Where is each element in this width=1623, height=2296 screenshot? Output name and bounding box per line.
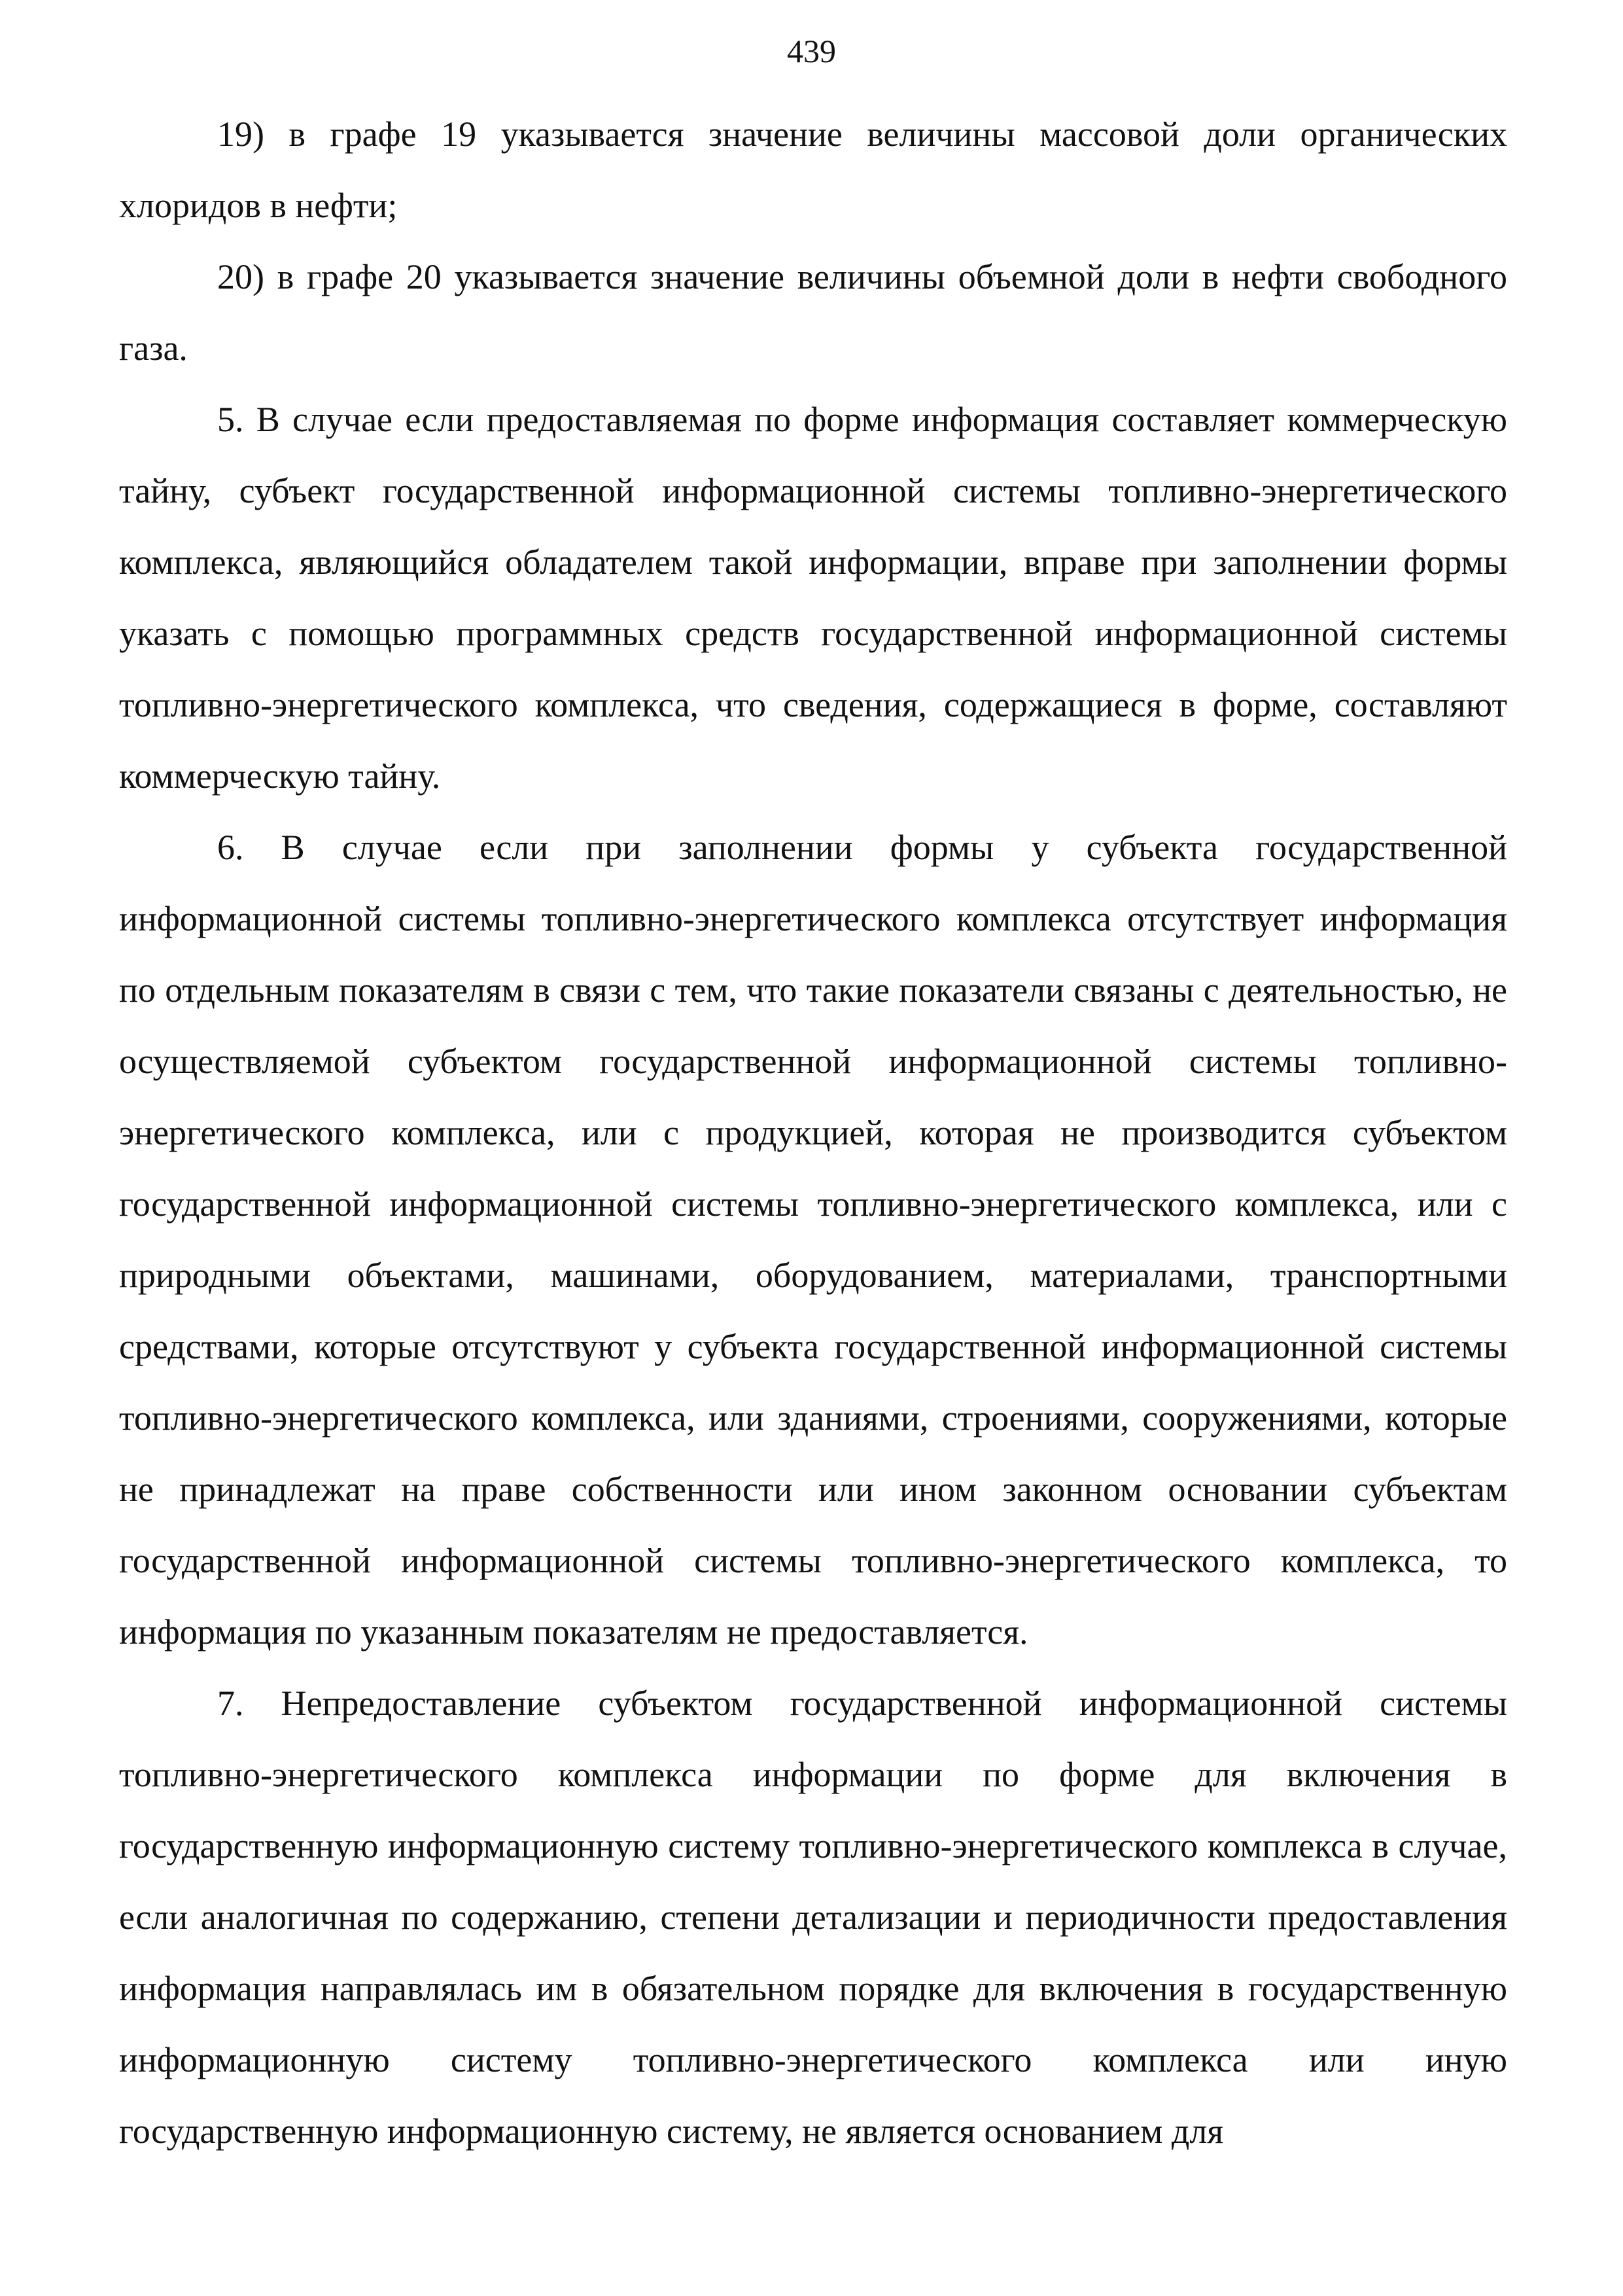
paragraph-section-5: 5. В случае если предоставляемая по форме информация составляет коммерческую тайну, субъект государственной информационной системы топливно-энергетического комплекса, являющийся обладателем такой информации, вправе при заполнении формы указать с помощью программных средств государственной информационной системы топливно-энергетического комплекса, что сведения, содержащиеся в форме, составляют коммерческую тайну.	[119, 400, 1507, 796]
paragraph-section-7: 7. Непредоставление субъектом государственной информационной системы топливно-энергетического комплекса информации по форме для включения в государственную информационную систему топливно-энергетического комплекса в случае, если аналогичная по содержанию, степени детализации и периодичности предоставления информация направлялась им в обязательном порядке для включения в государственную информационную систему топливно-энергетического комплекса или иную государственную информационную систему, не является основанием для	[119, 1684, 1507, 2151]
paragraph-item-20: 20) в графе 20 указывается значение величины объемной доли в нефти свободного газа.	[119, 257, 1507, 368]
page-number: 439	[787, 33, 836, 69]
paragraph-item-19: 19) в графе 19 указывается значение величины массовой доли органических хлоридов в нефти;	[119, 115, 1507, 225]
paragraph-section-6: 6. В случае если при заполнении формы у субъекта государственной информационной системы топливно-энергетического комплекса отсутствует информация по отдельным показателям в связи с тем, что такие показатели связаны с деятельностью, не осуществляемой субъектом государственной информационной системы топливно-энергетического комплекса, или с продукцией, которая не производится субъектом государственной информационной системы топливно-энергетического комплекса, или с природными объектами, машинами, оборудованием, материалами, транспортными средствами, которые отсутствуют у субъекта государственной информационной системы топливно-энергетического комплекса, или зданиями, строениями, сооружениями, которые не принадлежат на праве собственности или ином законном основании субъектам государственной информационной системы топливно-энергетического комплекса, то информация по указанным показателям не предоставляется.	[119, 828, 1507, 1651]
document-body	[119, 99, 1507, 2167]
